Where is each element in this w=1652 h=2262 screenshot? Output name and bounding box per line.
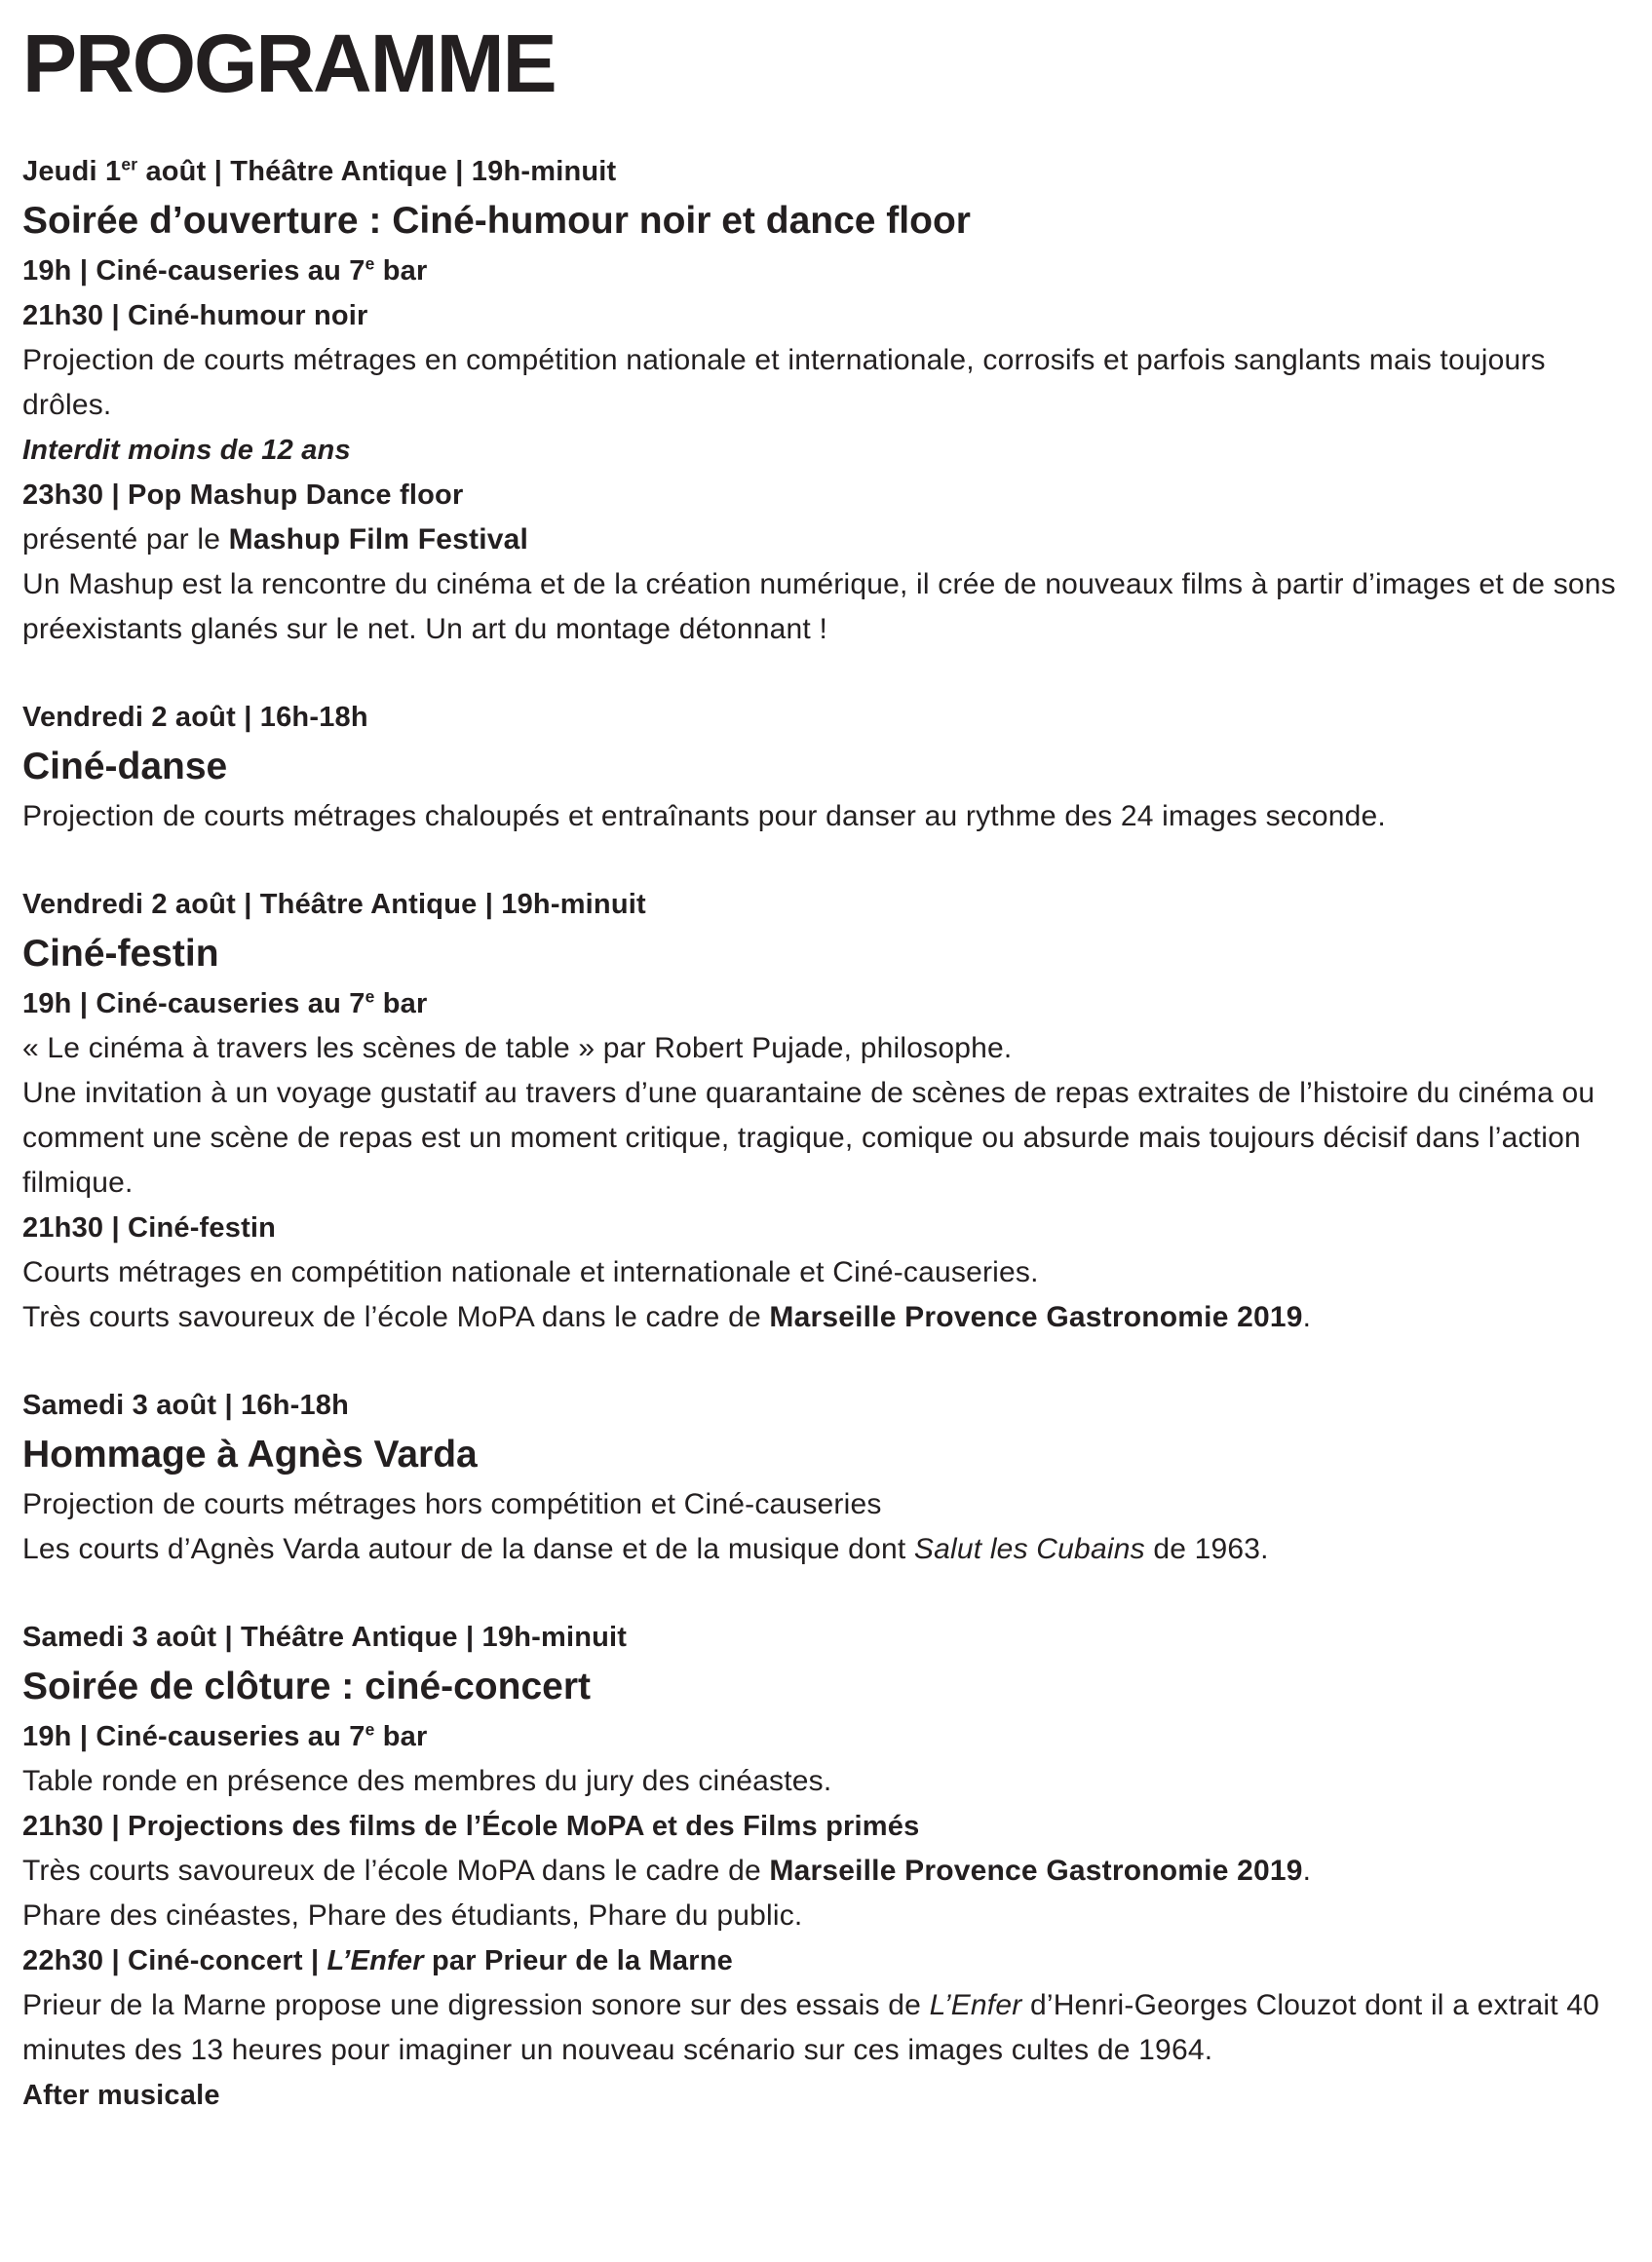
body-text	[22, 1983, 1633, 2073]
text-run: Projection de courts métrages hors compétition et Ciné-causeries	[22, 1487, 882, 1520]
text-run: bar	[374, 1720, 428, 1752]
text-run: Projection de courts métrages en compétition nationale et internationale, corrosifs et parfois sanglants mais toujours drôles.	[22, 343, 1546, 421]
event-title	[22, 194, 1633, 249]
date-line	[22, 1383, 1633, 1428]
body-text	[22, 1849, 1633, 1894]
body-text	[22, 1295, 1633, 1340]
text-run: 21h30 | Ciné-festin	[22, 1211, 277, 1244]
text-run: L’Enfer	[327, 1944, 424, 1976]
text-run: août | Théâtre Antique | 19h-minuit	[137, 155, 617, 187]
body-text	[22, 794, 1633, 839]
time-slot-line	[22, 981, 1633, 1026]
date-line	[22, 695, 1633, 740]
section-4	[22, 1383, 1633, 1572]
text-run: 21h30 | Ciné-humour noir	[22, 299, 368, 331]
event-title	[22, 927, 1633, 981]
body-text	[22, 338, 1633, 428]
sections	[22, 149, 1633, 2118]
text-run: Ciné-danse	[22, 745, 228, 787]
body-text	[22, 562, 1633, 652]
text-run: 19h | Ciné-causeries au 7	[22, 254, 365, 287]
text-run: « Le cinéma à travers les scènes de table » par Robert Pujade, philosophe.	[22, 1031, 1013, 1064]
text-run: Courts métrages en compétition nationale et internationale et Ciné-causeries.	[22, 1255, 1039, 1288]
text-run: Prieur de la Marne propose une digression sonore sur des essais de	[22, 1988, 930, 2021]
text-run: Vendredi 2 août | Théâtre Antique | 19h-minuit	[22, 888, 646, 920]
text-run: Hommage à Agnès Varda	[22, 1433, 478, 1476]
text-run: Phare des cinéastes, Phare des étudiants, Phare du public.	[22, 1898, 803, 1932]
text-run: présenté par le	[22, 522, 229, 556]
text-run: 23h30 | Pop Mashup Dance floor	[22, 479, 464, 511]
text-run: Interdit moins de 12 ans	[22, 434, 351, 466]
body-text	[22, 1482, 1633, 1527]
body-text	[22, 1026, 1633, 1071]
body-text	[22, 1071, 1633, 1206]
text-run: e	[365, 253, 375, 274]
text-run: Les courts d’Agnès Varda autour de la danse et de la musique dont	[22, 1532, 914, 1565]
section-5	[22, 1615, 1633, 2118]
text-run: e	[365, 1719, 375, 1740]
event-title	[22, 1660, 1633, 1714]
text-run: L’Enfer	[929, 1988, 1022, 2021]
text-run: Table ronde en présence des membres du jury des cinéastes.	[22, 1764, 832, 1797]
text-run: Marseille Provence Gastronomie 2019	[769, 1300, 1303, 1333]
text-run: Ciné-festin	[22, 932, 219, 975]
page-title: PROGRAMME	[22, 18, 556, 109]
date-line	[22, 882, 1633, 927]
body-text	[22, 1527, 1633, 1572]
section-1	[22, 149, 1633, 652]
time-slot-line	[22, 2073, 1633, 2118]
event-title	[22, 1428, 1633, 1482]
event-title	[22, 740, 1633, 794]
text-run: Très courts savoureux de l’école MoPA dans le cadre de	[22, 1854, 770, 1887]
text-run: Samedi 3 août | 16h-18h	[22, 1389, 350, 1421]
text-run: er	[121, 154, 138, 174]
text-run: Un Mashup est la rencontre du cinéma et de la création numérique, il crée de nouveaux films à partir d’images et de sons préexistants glanés sur le net. Un art du montage détonnant !	[22, 567, 1616, 645]
text-run: Soirée de clôture : ciné-concert	[22, 1665, 592, 1707]
time-slot-line	[22, 1938, 1633, 1983]
text-run: Soirée d’ouverture : Ciné-humour noir et dance floor	[22, 199, 971, 242]
text-run: 22h30 | Ciné-concert |	[22, 1944, 327, 1976]
time-slot-line	[22, 249, 1633, 293]
text-run: Vendredi 2 août | 16h-18h	[22, 701, 368, 733]
restriction-note	[22, 428, 1633, 473]
text-run: Projection de courts métrages chaloupés et entraînants pour danser au rythme des 24 images seconde.	[22, 799, 1386, 832]
text-run: After musicale	[22, 2079, 220, 2111]
text-run: Jeudi 1	[22, 155, 122, 187]
text-run: 19h | Ciné-causeries au 7	[22, 1720, 365, 1752]
body-text	[22, 1894, 1633, 1938]
text-run: d’Henri-Georges Clouzot dont il a extrait 40 minutes des 13 heures pour imaginer un nouveau scénario sur ces images cultes de 1964.	[22, 1988, 1600, 2066]
time-slot-line	[22, 1206, 1633, 1250]
time-slot-line	[22, 473, 1633, 518]
time-slot-line	[22, 1804, 1633, 1849]
text-run: Très courts savoureux de l’école MoPA dans le cadre de	[22, 1300, 770, 1333]
time-slot-line	[22, 293, 1633, 338]
section-3	[22, 882, 1633, 1340]
text-run: .	[1302, 1300, 1312, 1333]
date-line	[22, 1615, 1633, 1660]
text-run: Une invitation à un voyage gustatif au travers d’une quarantaine de scènes de repas extraites de l’histoire du cinéma ou comment une scène de repas est un moment critique, tragique, comique ou absurde mais toujours décisif dans l’action filmique.	[22, 1076, 1595, 1199]
section-2	[22, 695, 1633, 839]
body-text	[22, 1250, 1633, 1295]
text-run: Mashup Film Festival	[228, 522, 529, 556]
text-run: bar	[374, 254, 428, 287]
time-slot-line	[22, 1714, 1633, 1759]
text-run: bar	[374, 987, 428, 1019]
date-line	[22, 149, 1633, 194]
text-run: 21h30 | Projections des films de l’École MoPA et des Films primés	[22, 1810, 920, 1842]
text-run: Salut les Cubains	[913, 1532, 1145, 1565]
text-run: e	[365, 986, 375, 1007]
text-run: 19h | Ciné-causeries au 7	[22, 987, 365, 1019]
text-run: par Prieur de la Marne	[423, 1944, 733, 1976]
text-run: Samedi 3 août | Théâtre Antique | 19h-minuit	[22, 1621, 628, 1653]
body-text	[22, 1759, 1633, 1804]
text-run: .	[1302, 1854, 1312, 1887]
body-text	[22, 518, 1633, 562]
text-run: de 1963.	[1144, 1532, 1269, 1565]
text-run: Marseille Provence Gastronomie 2019	[769, 1854, 1303, 1887]
